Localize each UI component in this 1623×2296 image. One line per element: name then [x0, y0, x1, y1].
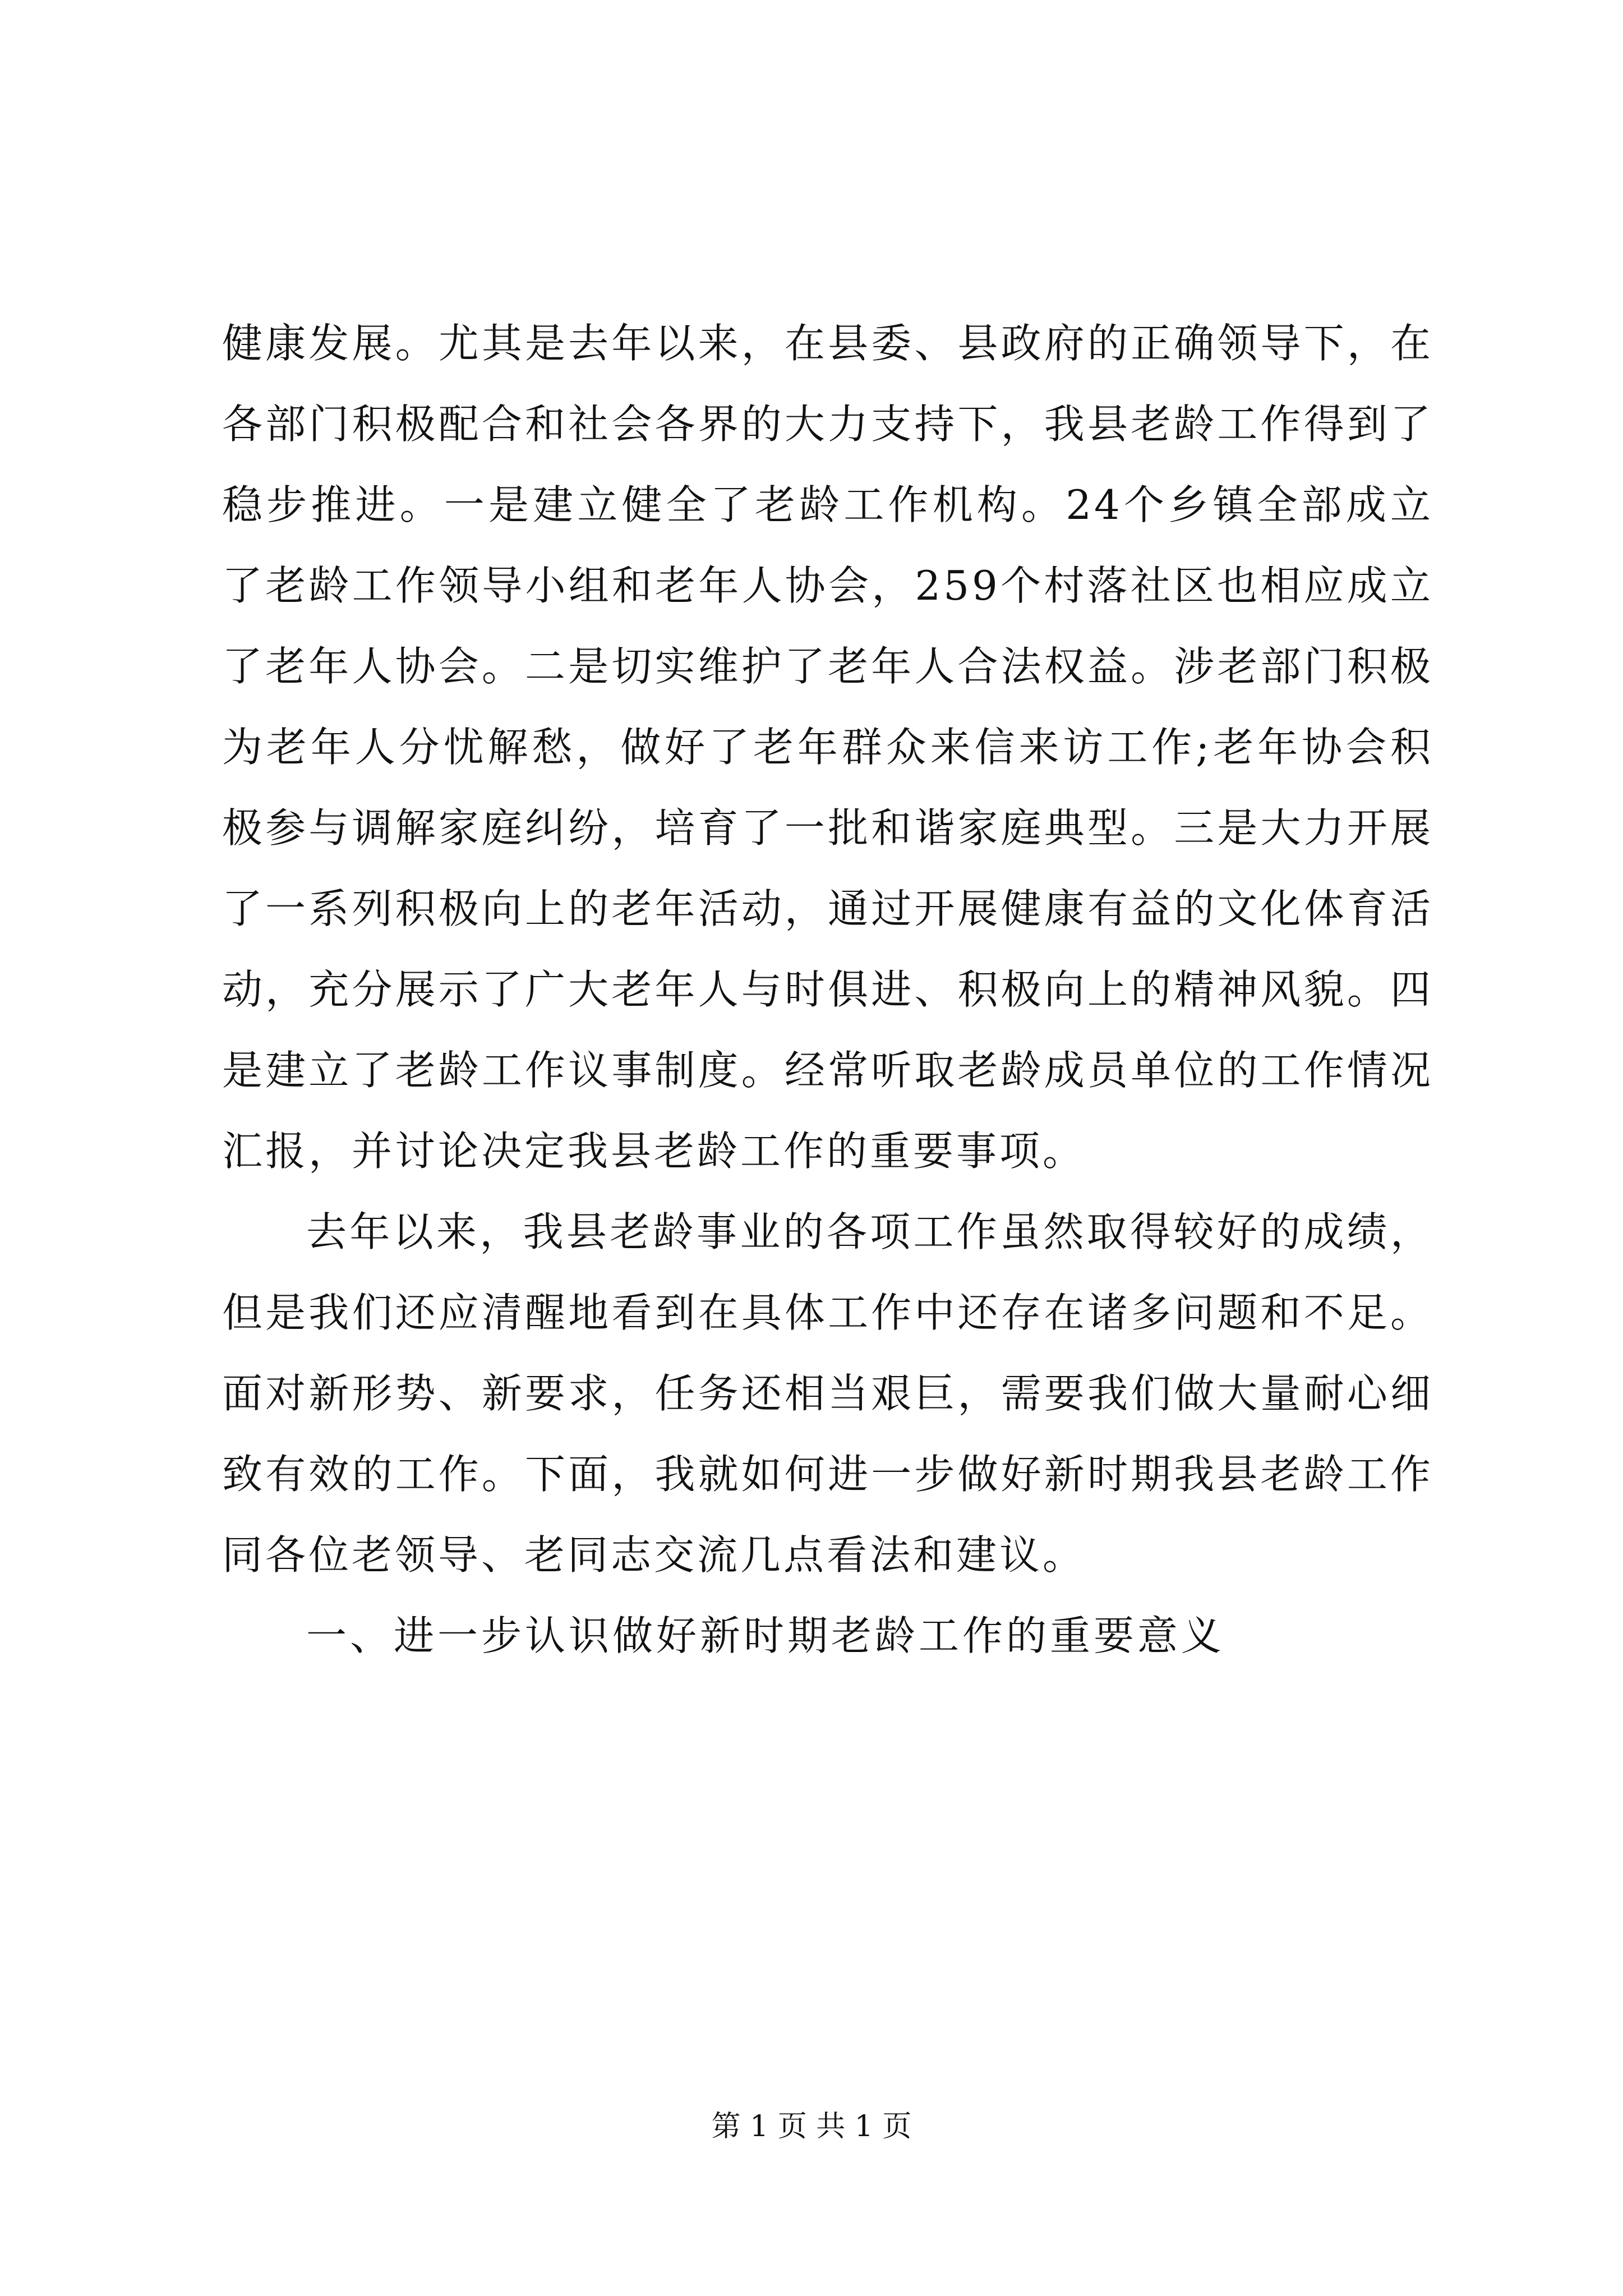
- page-footer: [0, 2107, 1623, 2146]
- document-body: [222, 303, 1433, 1676]
- section-heading: 一、进一步认识做好新时期老龄工作的重要意义: [306, 1612, 1225, 1659]
- paragraph-continuation: 健康发展。尤其是去年以来，在县委、县政府的正确领导下，在各部门积极配合和社会各界的大力支持下，我县老龄工作得到了稳步推进。一是建立健全了老龄工作机构。24个乡镇全部成立了老龄工作领导小组和老年人协会，259个村落社区也相应成立了老年人协会。二是切实维护了老年人合法权益。涉老部门积极为老年人分忧解愁，做好了老年群众来信来访工作;老年协会积极参与调解家庭纠纷，培育了一批和谐家庭典型。三是大力开展了一系列积极向上的老年活动，通过开展健康有益的文化体育活动，充分展示了广大老年人与时俱进、积极向上的精神风貌。四是建立了老龄工作议事制度。经常听取老龄成员单位的工作情况汇报，并讨论决定我县老龄工作的重要事项。: [222, 320, 1433, 1175]
- paragraph-summary: 去年以来，我县老龄事业的各项工作虽然取得较好的成绩，但是我们还应清醒地看到在具体工作中还存在诸多问题和不足。面对新形势、新要求，任务还相当艰巨，需要我们做大量耐心细致有效的工作。下面，我就如何进一步做好新时期我县老龄工作同各位老领导、老同志交流几点看法和建议。: [222, 1208, 1433, 1579]
- page-number-label: 第 1 页 共 1 页: [711, 2110, 912, 2143]
